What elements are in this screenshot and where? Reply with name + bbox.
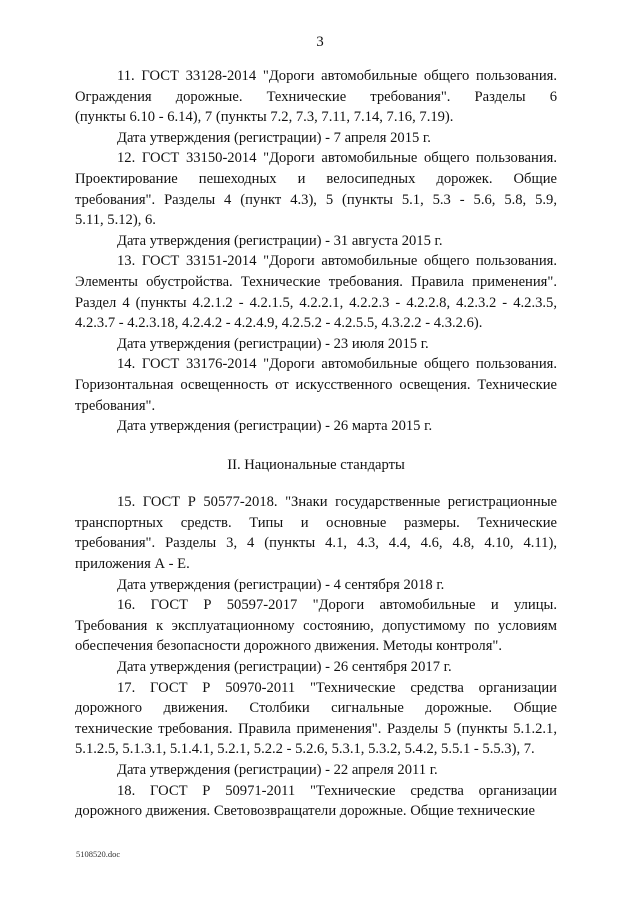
text-line: требования". Разделы 3, 4 (пункты 4.1, 4.3, 4.4, 4.6, 4.8, 4.10, 4.11),	[75, 535, 557, 552]
approval-date: Дата утверждения (регистрации) - 26 марта 2015 г.	[117, 418, 433, 435]
text-line: обеспечения безопасности дорожного движения. Методы контроля".	[75, 638, 503, 655]
federal-standards-list	[75, 66, 557, 437]
text-line: 13. ГОСТ 33151-2014 "Дороги автомобильные общего пользования.	[117, 253, 557, 270]
footer-file-name: 5108520.doc	[76, 849, 121, 859]
standard-item	[75, 492, 557, 595]
document-body	[75, 66, 557, 822]
text-line: требования". Разделы 4 (пункт 4.3), 5 (пункты 5.1, 5.3 - 5.6, 5.8, 5.9,	[75, 191, 557, 208]
text-line: Проектирование пешеходных и велосипедных дорожек. Общие	[75, 170, 557, 187]
standard-item	[75, 781, 557, 822]
standard-item	[75, 66, 557, 148]
text-line: 4.2.3.7 - 4.2.3.18, 4.2.4.2 - 4.2.4.9, 4.2.5.2 - 4.2.5.5, 4.3.2.2 - 4.3.2.6).	[75, 315, 483, 332]
text-line: 16. ГОСТ Р 50597-2017 "Дороги автомобильные и улицы.	[117, 597, 557, 614]
text-line: (пункты 6.10 - 6.14), 7 (пункты 7.2, 7.3, 7.11, 7.14, 7.16, 7.19).	[75, 109, 454, 126]
approval-date: Дата утверждения (регистрации) - 4 сентября 2018 г.	[117, 576, 445, 593]
text-line: дорожного движения. Столбики сигнальные дорожные. Общие	[75, 700, 557, 717]
standard-item	[75, 595, 557, 677]
text-line: Элементы обустройства. Технические требования. Правила применения".	[75, 273, 557, 290]
standard-item	[75, 148, 557, 251]
text-line: 5.1.2.5, 5.1.3.1, 5.1.4.1, 5.2.1, 5.2.2 - 5.2.6, 5.3.1, 5.3.2, 5.4.2, 5.5.1 - 5.5.3), 7.	[75, 741, 535, 758]
text-line: 5.11, 5.12), 6.	[75, 212, 156, 229]
text-line: 15. ГОСТ Р 50577-2018. "Знаки государственные регистрационные	[117, 494, 557, 511]
text-line: требования".	[75, 397, 156, 414]
standard-item	[75, 678, 557, 781]
approval-date: Дата утверждения (регистрации) - 31 августа 2015 г.	[117, 232, 443, 249]
text-line: транспортных средств. Типы и основные размеры. Технические	[75, 514, 557, 531]
text-line: 14. ГОСТ 33176-2014 "Дороги автомобильные общего пользования.	[117, 356, 557, 373]
text-line: Требования к эксплуатационному состоянию, допустимому по условиям	[75, 617, 557, 634]
approval-date: Дата утверждения (регистрации) - 23 июля 2015 г.	[117, 335, 429, 352]
text-line: 18. ГОСТ Р 50971-2011 "Технические средства организации	[117, 782, 557, 799]
national-standards-list	[75, 492, 557, 822]
text-line: 17. ГОСТ Р 50970-2011 "Технические средства организации	[117, 679, 557, 696]
text-line: дорожного движения. Световозвращатели дорожные. Общие технические	[75, 803, 535, 820]
text-line: 12. ГОСТ 33150-2014 "Дороги автомобильные общего пользования.	[117, 150, 557, 167]
page-number: 3	[316, 34, 324, 50]
text-line: 11. ГОСТ 33128-2014 "Дороги автомобильные общего пользования.	[117, 68, 557, 84]
text-line: технические требования. Правила применения". Разделы 5 (пункты 5.1.2.1,	[75, 720, 557, 737]
standard-item	[75, 354, 557, 436]
text-line: Горизонтальная освещенность от искусственного освещения. Технические	[75, 376, 557, 393]
approval-date: Дата утверждения (регистрации) - 26 сентября 2017 г.	[117, 659, 452, 676]
text-line: Ограждения дорожные. Технические требования". Разделы 6	[75, 88, 557, 105]
approval-date: Дата утверждения (регистрации) - 7 апреля 2015 г.	[117, 129, 431, 146]
standard-item	[75, 251, 557, 354]
section-title: II. Национальные стандарты	[227, 456, 405, 473]
text-line: Раздел 4 (пункты 4.2.1.2 - 4.2.1.5, 4.2.2.1, 4.2.2.3 - 4.2.2.8, 4.2.3.2 - 4.2.3.5,	[75, 294, 557, 311]
text-line: приложения А - Е.	[75, 556, 190, 573]
approval-date: Дата утверждения (регистрации) - 22 апреля 2011 г.	[117, 762, 438, 778]
